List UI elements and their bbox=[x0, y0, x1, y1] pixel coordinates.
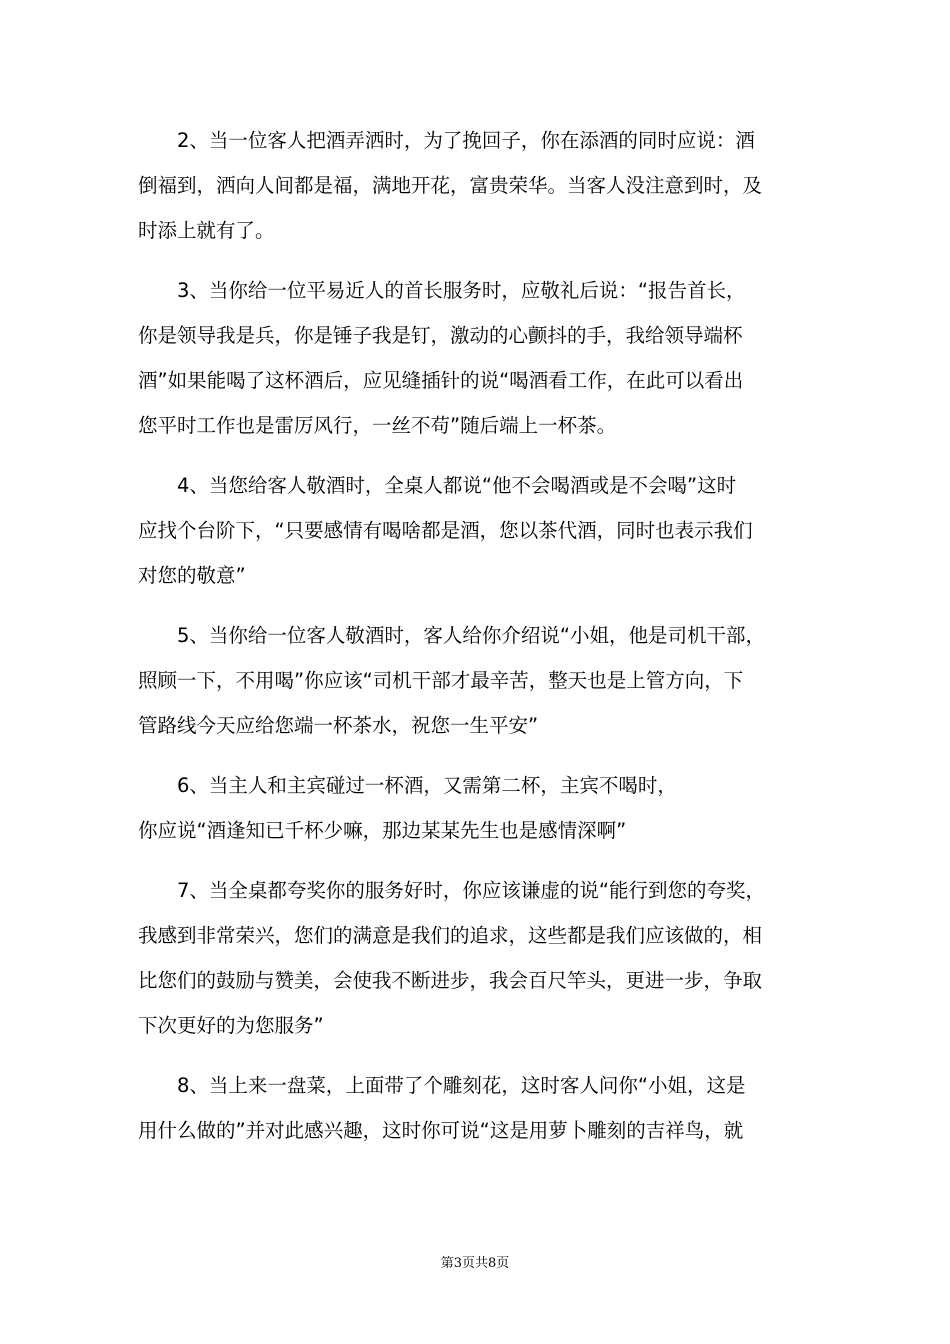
text-line: 6、当主人和主宾碰过一杯酒，又需第二杯，主宾不喝时， bbox=[177, 774, 677, 797]
paragraph-item-2 bbox=[138, 118, 822, 253]
text-line: 4、当您给客人敬酒时，全桌人都说“他不会喝酒或是不会喝”这时 bbox=[177, 474, 737, 497]
text-line: 用什么做的”并对此感兴趣，这时你可说“这是用萝卜雕刻的吉祥鸟，就 bbox=[138, 1119, 744, 1142]
text-line: 对您的敬意” bbox=[138, 564, 246, 587]
text-line: 8、当上来一盘菜，上面带了个雕刻花，这时客人问你“小姐，这是 bbox=[177, 1074, 746, 1097]
text-line: 应找个台阶下，“只要感情有喝啥都是酒，您以茶代酒，同时也表示我们 bbox=[138, 519, 753, 542]
page-number-footer: 第3页共8页 bbox=[440, 1256, 510, 1271]
text-line: 照顾一下，不用喝”你应该“司机干部才最辛苦，整天也是上管方向，下 bbox=[138, 669, 744, 692]
text-line: 你是领导我是兵，你是锤子我是钉，激动的心颤抖的手，我给领导端杯 bbox=[138, 324, 743, 347]
paragraph-item-8 bbox=[138, 1063, 822, 1153]
text-line: 2、当一位客人把酒弄洒时，为了挽回子，你在添酒的同时应说：酒 bbox=[177, 129, 755, 152]
paragraph-item-6 bbox=[138, 763, 822, 853]
text-line: 5、当你给一位客人敬酒时，客人给你介绍说“小姐，他是司机干部， bbox=[177, 624, 766, 647]
text-line: 7、当全桌都夸奖你的服务好时，你应该谦虚的说“能行到您的夸奖， bbox=[177, 879, 766, 902]
text-line: 倒福到，洒向人间都是福，满地开花，富贵荣华。当客人没注意到时，及 bbox=[138, 174, 763, 197]
paragraph-item-4 bbox=[138, 463, 822, 598]
text-line: 下次更好的为您服务” bbox=[138, 1014, 324, 1037]
text-line: 我感到非常荣兴，您们的满意是我们的追求，这些都是我们应该做的，相 bbox=[138, 924, 763, 947]
text-line: 管路线今天应给您端一杯茶水，祝您一生平安” bbox=[138, 714, 539, 737]
document-body bbox=[138, 118, 822, 1168]
paragraph-item-3 bbox=[138, 268, 822, 448]
text-line: 比您们的鼓励与赞美，会使我不断进步，我会百尺竿头，更进一步，争取 bbox=[138, 969, 763, 992]
text-line: 您平时工作也是雷厉风行，一丝不苟”随后端上一杯茶。 bbox=[138, 414, 617, 437]
paragraph-item-7 bbox=[138, 868, 822, 1048]
text-line: 酒”如果能喝了这杯酒后，应见缝插针的说“喝酒看工作，在此可以看出 bbox=[138, 369, 744, 392]
text-line: 3、当你给一位平易近人的首长服务时，应敬礼后说：“报告首长， bbox=[177, 279, 746, 302]
text-line: 你应说“酒逢知已千杯少嘛，那边某某先生也是感情深啊” bbox=[138, 819, 627, 842]
paragraph-item-5 bbox=[138, 613, 822, 748]
text-line: 时添上就有了。 bbox=[138, 219, 275, 242]
